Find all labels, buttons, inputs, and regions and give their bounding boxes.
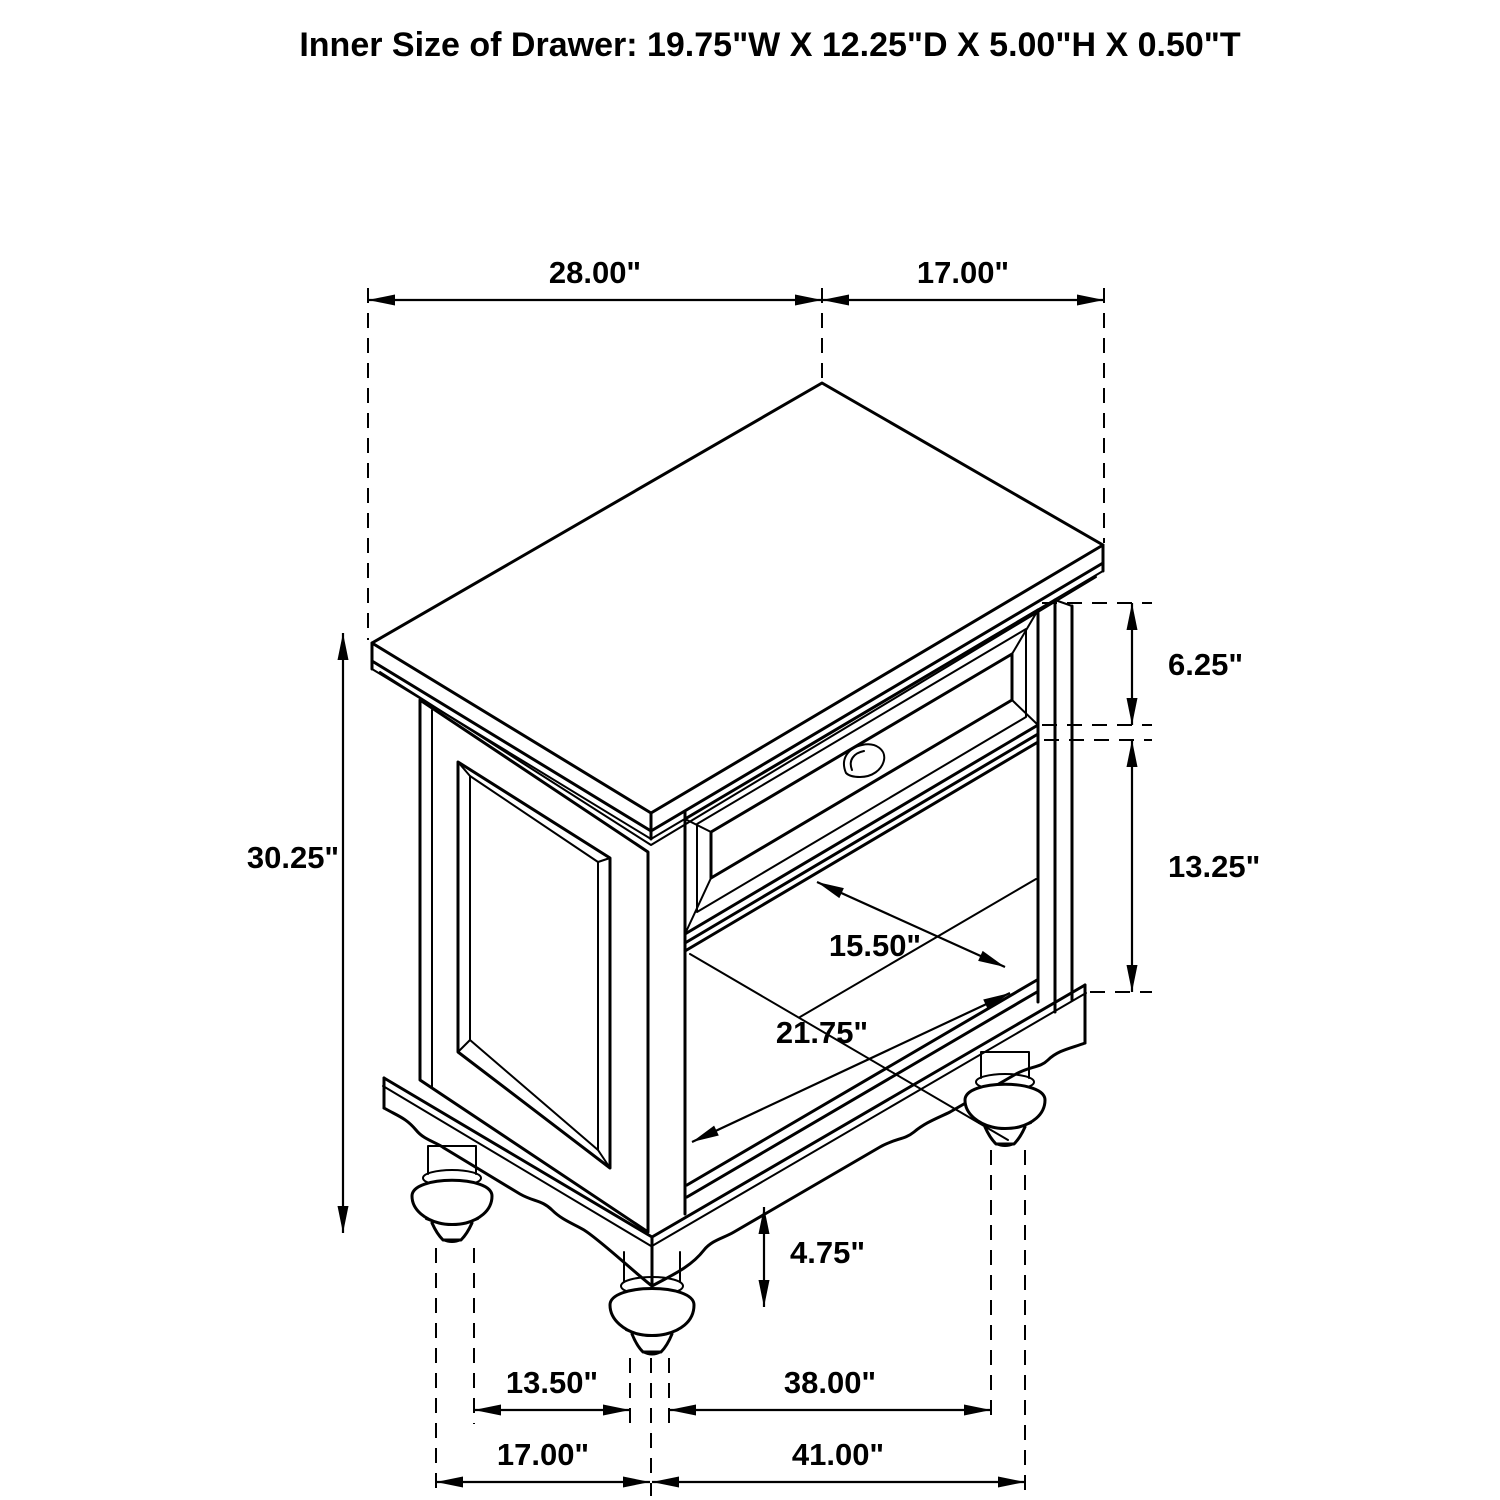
drawer-rail: [685, 734, 1038, 951]
dim-shelf-opening-height-label: 13.25": [1168, 849, 1261, 884]
dim-overall-height: [247, 633, 343, 1233]
dim-leg-spacing-side: [474, 1365, 630, 1410]
dim-shelf-width-label: 21.75": [775, 1015, 869, 1050]
dim-footprint-side: [436, 1437, 650, 1482]
left-leg: [412, 1146, 492, 1242]
dim-leg-spacing-side-label: 13.50": [505, 1365, 599, 1400]
dim-shelf-depth-label: 15.50": [828, 928, 922, 963]
dim-drawer-face-height-label: 6.25": [1168, 647, 1244, 682]
dim-footprint-front: [652, 1437, 1025, 1482]
dim-footprint-side-label: 17.00": [496, 1437, 590, 1472]
dim-leg-spacing-front: [669, 1365, 991, 1410]
dim-drawer-face-height: [1132, 603, 1243, 725]
dim-leg-spacing-front-label: 38.00": [783, 1365, 877, 1400]
dim-top-depth-label: 17.00": [916, 255, 1010, 290]
dim-base-height: [764, 1207, 865, 1307]
dim-shelf-opening-height: [1132, 740, 1260, 992]
dim-shelf-depth: [817, 882, 1005, 967]
dim-top-width-label: 28.00": [548, 255, 642, 290]
dim-base-height-label: 4.75": [790, 1235, 866, 1270]
dim-top-depth: [822, 255, 1104, 300]
page-title: Inner Size of Drawer: 19.75"W X 12.25"D X 5.00"H X 0.50"T: [299, 26, 1241, 64]
nightstand-drawing: [372, 383, 1103, 1355]
dim-top-width: [368, 255, 822, 300]
base-molding: [383, 985, 1086, 1286]
dim-footprint-front-label: 41.00": [791, 1437, 885, 1472]
dim-overall-height-label: 30.25": [246, 840, 340, 875]
